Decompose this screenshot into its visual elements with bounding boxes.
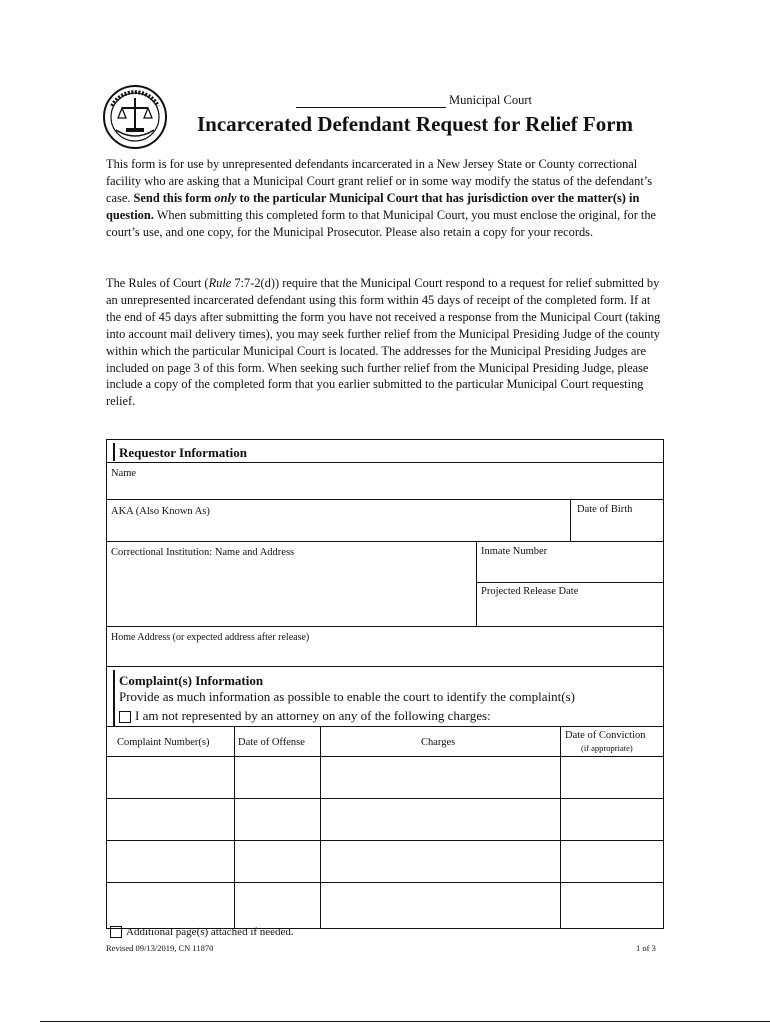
inmate-number-label: Inmate Number [481, 546, 548, 557]
divider [570, 499, 571, 541]
divider [107, 726, 663, 727]
additional-pages-row [110, 926, 294, 938]
intro-p1-text-a: This form is for use by unrepresented defendants incarcerated in a New Jersey State or County correctional facility who are asking that a Municipal Court grant relief or in some way modify the status of the defendant’s case. [106, 157, 653, 205]
court-name-blank[interactable] [296, 94, 446, 108]
col-divider [320, 726, 321, 928]
col-date-of-conviction: Date of Conviction [565, 730, 646, 741]
attorney-checkbox-label: I am not represented by an attorney on any of the following charges: [135, 708, 491, 723]
requestor-section-title: Requestor Information [119, 445, 247, 460]
institution-field[interactable] [107, 626, 663, 627]
intro-p2-rule: Rule [208, 276, 232, 290]
request-form [106, 439, 664, 929]
form-title: Incarcerated Defendant Request for Relief Form [197, 112, 634, 136]
intro-p2-text-b: 7:7-2(d)) require that the Municipal Court respond to a request for relief submitted by an unrepresented incarcerated defendant using this form within 45 days of receipt of the completed form. If at the end of 45 days after submitting the form you have not received a response from the Municipal Court (taking into account mail delivery times), you may seek further relief from the Municipal Presiding Judge of the county within which the particular Municipal Court is located. The addresses for the Municipal Presiding Judges are included on page 3 of this form. When seeking such further relief from the Municipal Presiding Judge, please include a copy of the completed form that you earlier submitted to the particular Municipal Court requesting relief. [106, 276, 661, 409]
col-date-of-offense: Date of Offense [238, 737, 305, 748]
divider [476, 541, 477, 626]
col-divider [234, 726, 235, 928]
revision-note: Revised 09/13/2019, CN 11870 [106, 943, 214, 953]
name-field[interactable] [107, 499, 663, 500]
divider [107, 756, 663, 757]
institution-label: Correctional Institution: Name and Address [111, 547, 295, 558]
table-row[interactable] [107, 798, 663, 799]
additional-pages-checkbox[interactable] [110, 926, 122, 938]
section-marker [113, 443, 115, 461]
aka-field[interactable] [107, 541, 663, 542]
table-row[interactable] [107, 840, 663, 841]
aka-label: AKA (Also Known As) [111, 506, 210, 517]
col-if-appropriate: (if appropriate) [581, 743, 633, 753]
section-marker [113, 670, 115, 726]
col-divider [560, 726, 561, 928]
home-address-field[interactable] [107, 666, 663, 667]
release-date-label: Projected Release Date [481, 586, 579, 597]
complaint-section-title: Complaint(s) Information [119, 673, 264, 688]
intro-p1-bold-1: Send this form [133, 190, 215, 205]
intro-p1-only: only [214, 190, 237, 205]
court-seal-logo [102, 84, 168, 150]
municipal-court-line [296, 93, 532, 108]
table-row[interactable] [107, 882, 663, 883]
col-complaint-number: Complaint Number(s) [117, 737, 210, 748]
name-label: Name [111, 468, 137, 479]
intro-p2-text-a: The Rules of Court ( [106, 276, 209, 290]
attorney-checkbox[interactable] [119, 711, 131, 723]
court-label: Municipal Court [449, 93, 532, 107]
inmate-number-field[interactable] [476, 582, 663, 583]
complaint-description: Provide as much information as possible to enable the court to identify the complaint(s) [119, 689, 575, 704]
intro-paragraph-2 [106, 275, 668, 410]
attorney-checkbox-row [119, 708, 491, 724]
divider [107, 462, 663, 463]
col-charges: Charges [421, 737, 456, 748]
intro-p1-text-b: When submitting this completed form to that Municipal Court, you must enclose the original, for the court’s use, and one copy, for the Municipal Prosecutor. Please also retain a copy for your records. [106, 207, 657, 239]
page-bottom-rule [40, 1021, 770, 1022]
intro-paragraph-1 [106, 156, 668, 241]
intro-p1-bold-2: to the particular Municipal Court that has jurisdiction over the matter(s) in question. [106, 190, 640, 222]
additional-pages-label: Additional page(s) attached if needed. [126, 926, 294, 938]
home-address-label: Home Address (or expected address after release) [111, 632, 310, 643]
dob-label: Date of Birth [577, 504, 633, 515]
page-number: 1 of 3 [636, 943, 656, 953]
